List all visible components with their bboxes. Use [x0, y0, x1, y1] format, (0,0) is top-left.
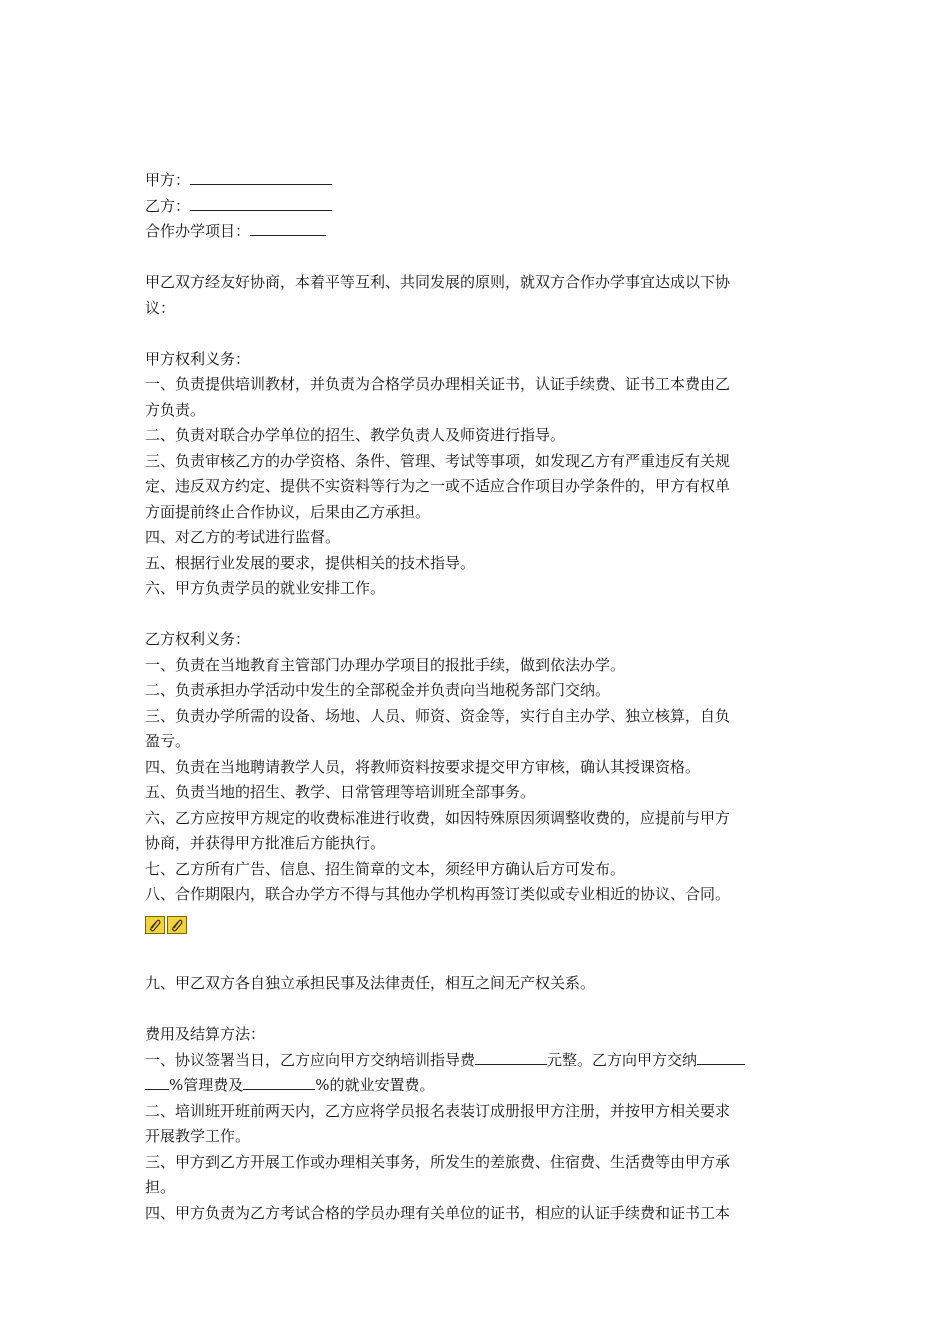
party-a-line	[145, 168, 810, 194]
section-c-item: 担。	[145, 1178, 176, 1196]
intro-paragraph: 甲乙双方经友好协商，本着平等互利、共同发展的原则，就双方合作办学事宜达成以下协	[145, 273, 731, 291]
party-a-label: 甲方：	[145, 171, 191, 189]
document-body	[145, 168, 810, 1226]
section-b-item: 协商，并获得甲方批准后方能执行。	[145, 834, 386, 852]
intro-paragraph-cont: 议：	[145, 298, 176, 317]
project-line	[145, 219, 810, 245]
fee-item-1-text-b: 元整。乙方向甲方交纳	[547, 1050, 698, 1069]
section-c-item: 开展教学工作。	[145, 1127, 251, 1145]
section-a-title: 甲方权利义务：	[145, 349, 251, 368]
party-b-label: 乙方：	[145, 196, 191, 215]
section-b-item: 八、合作期限内，联合办学方不得与其他办学机构再签订类似或专业相近的协议、合同。	[145, 885, 731, 903]
section-b-item: 七、乙方所有广告、信息、招生简章的文本，须经甲方确认后方可发布。	[145, 859, 626, 878]
section-a-item: 方面提前终止合作协议，后果由乙方承担。	[145, 502, 431, 521]
section-b-item: 三、负责办学所需的设备、场地、人员、师资、资金等，实行自主办学、独立核算，自负	[145, 706, 731, 725]
party-b-line	[145, 194, 810, 220]
section-c-title: 费用及结算方法：	[145, 1025, 266, 1043]
section-c-item: 四、甲方负责为乙方考试合格的学员办理有关单位的证书，相应的认证手续费和证书工本	[145, 1203, 731, 1222]
section-a-item: 六、甲方负责学员的就业安排工作。	[145, 579, 386, 597]
party-a-blank[interactable]	[190, 170, 332, 185]
fee-item-1-text-c: %管理费及	[169, 1076, 244, 1094]
section-b-item: 盈亏。	[145, 732, 191, 750]
section-b-title: 乙方权利义务：	[145, 630, 251, 648]
section-b-item: 四、负责在当地聘请教学人员，将教师资料按要求提交甲方审核，确认其授课资格。	[145, 757, 701, 776]
fee-item-1-cont	[145, 1073, 810, 1099]
section-a-item: 三、负责审核乙方的办学资格、条件、管理、考试等事项，如发现乙方有严重违反有关规	[145, 451, 731, 470]
training-fee-blank[interactable]	[475, 1050, 547, 1065]
fee-item-1-text-a: 一、协议签署当日，乙方应向甲方交纳培训指导费	[145, 1050, 476, 1069]
section-c-item: 二、培训班开班前两天内，乙方应将学员报名表装订成册报甲方注册，并按甲方相关要求	[145, 1101, 731, 1120]
fee-item-1-text-d: %的就业安置费。	[315, 1076, 435, 1094]
party-b-blank[interactable]	[190, 196, 332, 211]
section-b-item: 二、负责承担办学活动中发生的全部税金并负责向当地税务部门交纳。	[145, 681, 611, 699]
fee-item-1	[145, 1048, 810, 1074]
section-a-item: 一、负责提供培训教材，并负责为合格学员办理相关证书，认证手续费、证书工本费由乙	[145, 375, 731, 393]
section-a-item: 五、根据行业发展的要求，提供相关的技术指导。	[145, 553, 476, 572]
section-a-item: 二、负责对联合办学单位的招生、教学负责人及师资进行指导。	[145, 426, 566, 444]
section-b-item: 六、乙方应按甲方规定的收费标准进行收费，如因特殊原因须调整收费的，应提前与甲方	[145, 808, 731, 827]
section-b-item: 一、负责在当地教育主管部门办理办学项目的报批手续，做到依法办学。	[145, 655, 626, 674]
section-a-item: 四、对乙方的考试进行监督。	[145, 528, 341, 546]
management-fee-blank-a[interactable]	[697, 1050, 745, 1065]
item-nine: 九、甲乙双方各自独立承担民事及法律责任，相互之间无产权关系。	[145, 974, 596, 992]
section-a-item: 定、违反双方约定、提供不实资料等行为之一或不适应合作项目办学条件的，甲方有权单	[145, 477, 731, 495]
management-fee-blank-b[interactable]	[145, 1075, 169, 1090]
employment-fee-blank[interactable]	[243, 1075, 315, 1090]
section-c-item: 三、甲方到乙方开展工作或办理相关事务，所发生的差旅费、住宿费、生活费等由甲方承	[145, 1152, 731, 1171]
section-b-item: 五、负责当地的招生、教学、日常管理等培训班全部事务。	[145, 783, 536, 801]
paperclip-icon[interactable]	[145, 916, 165, 934]
section-a-item: 方负责。	[145, 400, 206, 419]
project-label: 合作办学项目：	[145, 222, 251, 240]
attachment-icons	[145, 916, 810, 936]
paperclip-icon[interactable]	[167, 916, 187, 934]
project-blank[interactable]	[250, 221, 326, 236]
